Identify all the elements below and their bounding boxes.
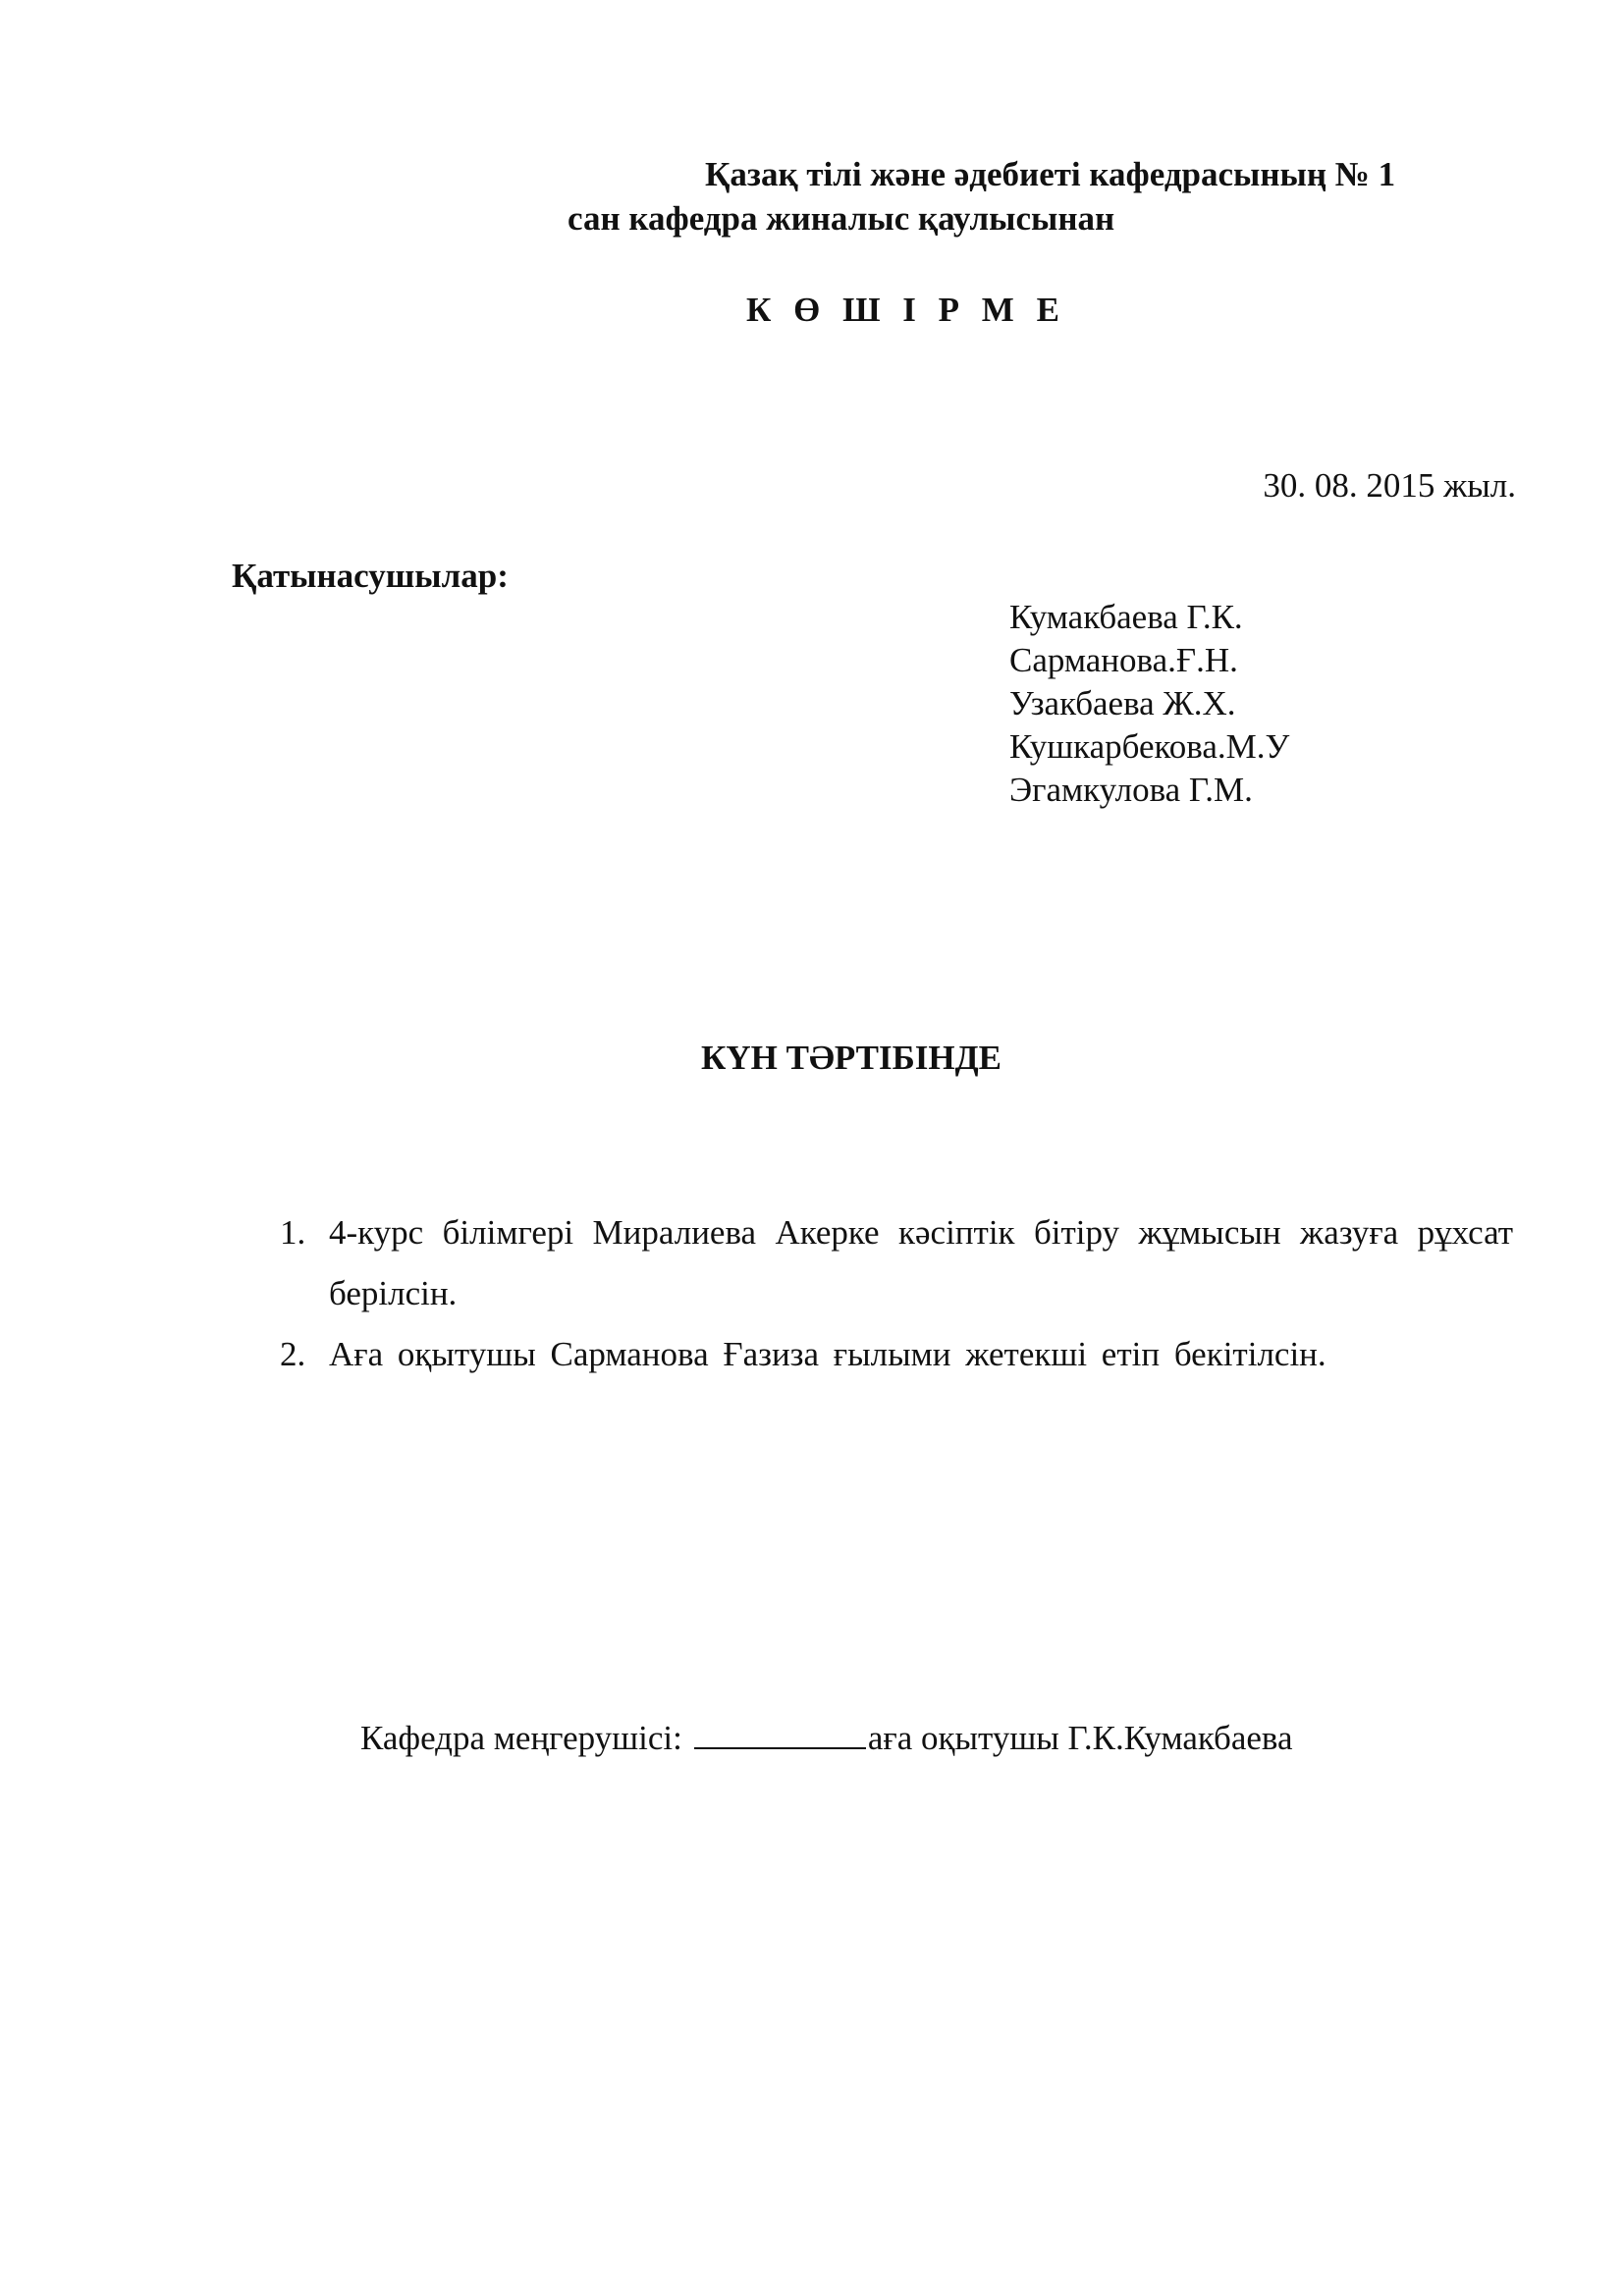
header-line-1: Қазақ тілі және әдебиеті кафедрасының № 1 <box>705 155 1396 193</box>
participant-name: Эгамкулова Г.М. <box>1009 771 1253 809</box>
agenda-item <box>280 1324 1513 1385</box>
agenda-item-text: 4-курс білімгері Миралиева Акерке кәсіптік бітіру жұмысын жазуға рұхсат берілсін. <box>329 1213 1513 1312</box>
agenda-title: КҮН ТӘРТІБІНДЕ <box>701 1039 1002 1077</box>
participant-name: Кушкарбекова.М.У <box>1009 727 1290 766</box>
participant-name: Узакбаева Ж.Х. <box>1009 684 1236 722</box>
signature-label: Кафедра меңгерушісі: <box>360 1719 682 1757</box>
signature-block <box>360 1718 1293 1758</box>
document-title: К Ө Ш І Р М Е <box>746 291 1066 329</box>
agenda-item-number: 2. <box>280 1335 306 1373</box>
agenda-item-text: Аға оқытушы Сарманова Ғазиза ғылыми жетекші етіп бекітілсін. <box>329 1335 1326 1373</box>
agenda-item-number: 1. <box>280 1213 306 1252</box>
signature-name: аға оқытушы Г.К.Кумакбаева <box>867 1719 1293 1757</box>
participants-label: Қатынасушылар: <box>232 557 509 595</box>
header-line-2: сан кафедра жиналыс қаулысынан <box>568 199 1115 238</box>
participant-name: Сарманова.Ғ.Н. <box>1009 641 1238 679</box>
agenda-item <box>280 1202 1513 1324</box>
document-date: 30. 08. 2015 жыл. <box>1263 466 1516 505</box>
signature-line <box>694 1718 866 1749</box>
participants-list <box>1009 596 1289 812</box>
agenda-list <box>280 1202 1513 1385</box>
participant-name: Кумакбаева Г.К. <box>1009 598 1243 636</box>
